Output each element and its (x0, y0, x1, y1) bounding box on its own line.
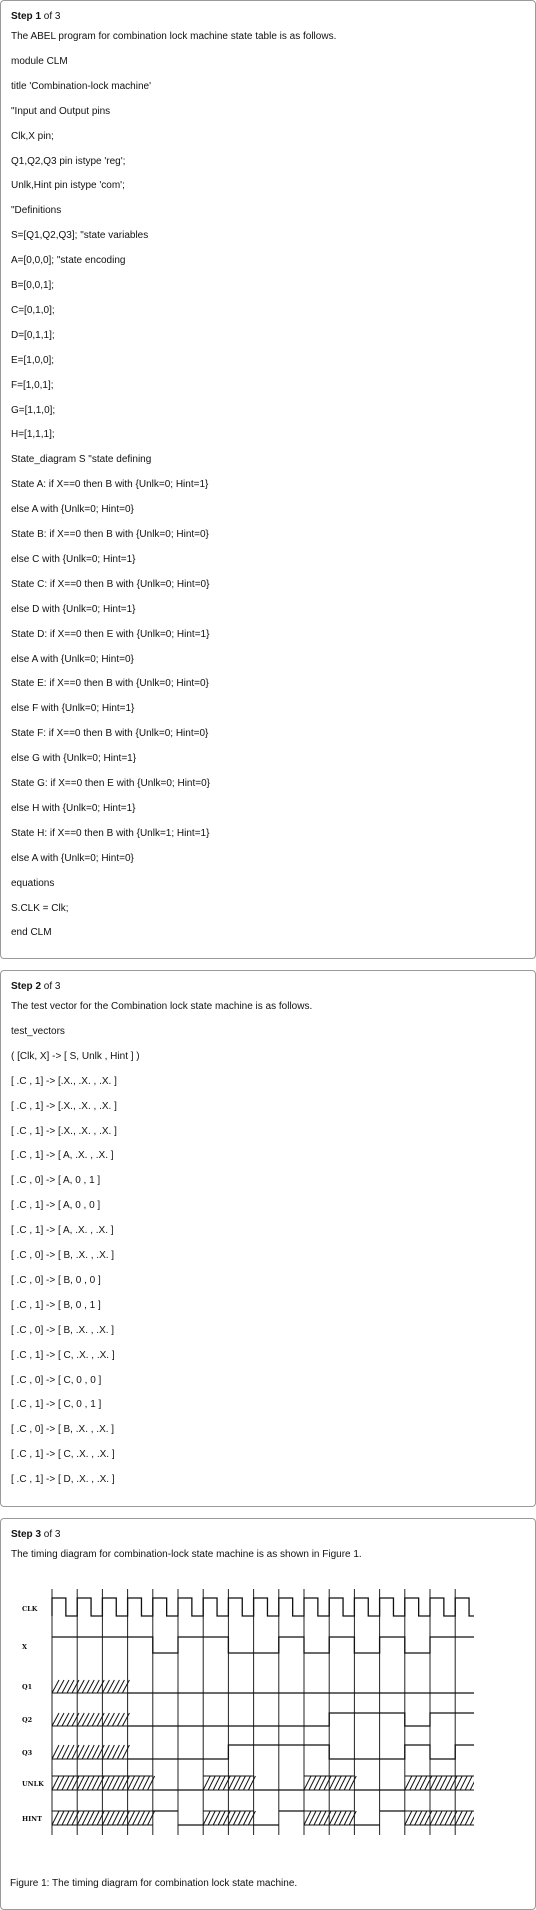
program-line: else G with {Unlk=0; Hint=1} (11, 753, 137, 765)
step-2-title (11, 981, 60, 992)
signal-label-q2: Q2 (22, 1716, 33, 1724)
test-vector-line: [ .C , 1] -> [ A, 0 , 0 ] (11, 1200, 101, 1212)
test-vector-line: ( [Clk, X] -> [ S, Unlk , Hint ] ) (11, 1050, 140, 1062)
program-line: B=[0,0,1]; (11, 280, 55, 291)
signal-label-clk: CLK (22, 1605, 38, 1613)
test-vector-line: [ .C , 0] -> [ A, 0 , 1 ] (11, 1175, 101, 1187)
program-line: else D with {Unlk=0; Hint=1} (11, 603, 136, 615)
test-vector-line: [ .C , 1] -> [.X., .X. , .X. ] (11, 1075, 117, 1087)
program-line: S.CLK = Clk; (11, 902, 69, 914)
signal-label-q3: Q3 (22, 1749, 33, 1757)
x-waveform (52, 1637, 474, 1653)
program-line: else C with {Unlk=0; Hint=1} (11, 553, 136, 565)
test-vector-line: [ .C , 0] -> [ B, .X. , .X. ] (11, 1324, 115, 1336)
program-line: State A: if X==0 then B with {Unlk=0; Hint=1} (11, 479, 209, 491)
timing-diagram (12, 1585, 474, 1845)
test-vector-line: [ .C , 1] -> [ A, .X. , .X. ] (11, 1150, 114, 1162)
step-2-card (0, 970, 536, 1507)
test-vector-line: [ .C , 1] -> [ C, 0 , 1 ] (11, 1399, 102, 1411)
program-line: State H: if X==0 then B with {Unlk=1; Hint=1} (11, 827, 210, 839)
program-line: State D: if X==0 then E with {Unlk=0; Hint=1} (11, 628, 210, 640)
test-vector-line: test_vectors (11, 1025, 65, 1037)
program-line: State_diagram S "state defining (11, 454, 152, 466)
program-line: else A with {Unlk=0; Hint=0} (11, 653, 134, 665)
test-vector-line: [ .C , 0] -> [ B, 0 , 0 ] (11, 1274, 101, 1286)
test-vector-line: [ .C , 1] -> [ D, .X. , .X. ] (11, 1474, 115, 1486)
program-line: else F with {Unlk=0; Hint=1} (11, 703, 135, 715)
program-line: "Input and Output pins (11, 105, 111, 117)
program-line: else H with {Unlk=0; Hint=1} (11, 802, 136, 814)
program-line: E=[1,0,0]; (11, 354, 55, 366)
test-vector-line: [ .C , 0] -> [ B, .X. , .X. ] (11, 1250, 115, 1261)
program-line: Q1,Q2,Q3 pin istype 'reg'; (11, 155, 126, 167)
step-1-title (11, 11, 60, 22)
program-line: Clk,X pin; (11, 130, 54, 142)
program-line: The ABEL program for combination lock machine state table is as follows. (11, 31, 337, 42)
step-3-label: Step 3 (11, 1529, 42, 1540)
program-line: title 'Combination-lock machine' (11, 80, 151, 92)
program-line: A=[0,0,0]; "state encoding (11, 255, 126, 267)
signal-label-hint: HINT (22, 1815, 42, 1823)
step-1-label: Step 1 (11, 11, 42, 22)
program-line: G=[1,1,0]; (11, 404, 56, 416)
step-2-count: of 3 (43, 981, 61, 992)
program-line: else A with {Unlk=0; Hint=0} (11, 504, 134, 516)
step-2-label: Step 2 (11, 981, 42, 992)
test-vector-line: [ .C , 1] -> [.X., .X. , .X. ] (11, 1125, 117, 1137)
program-line: F=[1,0,1]; (11, 379, 54, 391)
program-line: State G: if X==0 then E with {Unlk=0; Hint=0} (11, 778, 211, 789)
program-line: "Definitions (11, 205, 62, 217)
program-line: S=[Q1,Q2,Q3]; "state variables (11, 230, 149, 242)
test-vector-line: [ .C , 1] -> [ A, .X. , .X. ] (11, 1225, 114, 1237)
test-vector-line: [ .C , 1] -> [.X., .X. , .X. ] (11, 1100, 117, 1112)
test-vector-line: [ .C , 0] -> [ B, .X. , .X. ] (11, 1424, 115, 1436)
step-3-title (11, 1529, 60, 1540)
q-waveform (128, 1745, 474, 1759)
test-vector-line: [ .C , 0] -> [ C, 0 , 0 ] (11, 1374, 102, 1386)
program-line: Unlk,Hint pin istype 'com'; (11, 180, 125, 192)
test-vector-line: [ .C , 1] -> [ B, 0 , 1 ] (11, 1299, 101, 1311)
q-waveform (128, 1713, 474, 1726)
program-line: else A with {Unlk=0; Hint=0} (11, 852, 134, 864)
step-3-intro: The timing diagram for combination-lock state machine is as shown in Figure 1. (11, 1549, 362, 1560)
program-line: end CLM (11, 927, 52, 939)
program-line: C=[0,1,0]; (11, 304, 55, 316)
program-line: State C: if X==0 then B with {Unlk=0; Hint=0} (11, 578, 210, 590)
figure-caption: Figure 1: The timing diagram for combination lock state machine. (10, 1878, 298, 1889)
program-line: module CLM (11, 55, 68, 67)
program-line: D=[0,1,1]; (11, 329, 55, 341)
test-vector-line: [ .C , 1] -> [ C, .X. , .X. ] (11, 1449, 115, 1461)
step-3-count: of 3 (43, 1529, 61, 1540)
program-line: State F: if X==0 then B with {Unlk=0; Hint=0} (11, 728, 209, 740)
step-1-count: of 3 (43, 11, 61, 22)
clk-waveform (52, 1598, 474, 1616)
program-line: State E: if X==0 then B with {Unlk=0; Hint=0} (11, 678, 209, 690)
signal-label-x: X (22, 1643, 28, 1651)
program-line: State B: if X==0 then B with {Unlk=0; Hint=0} (11, 529, 209, 540)
signal-label-unlk: UNLK (22, 1780, 44, 1788)
program-line: H=[1,1,1]; (11, 429, 55, 441)
signal-label-q1: Q1 (22, 1683, 33, 1691)
test-vector-line: The test vector for the Combination lock state machine is as follows. (11, 1001, 313, 1012)
test-vector-line: [ .C , 1] -> [ C, .X. , .X. ] (11, 1349, 115, 1361)
program-line: equations (11, 877, 55, 889)
